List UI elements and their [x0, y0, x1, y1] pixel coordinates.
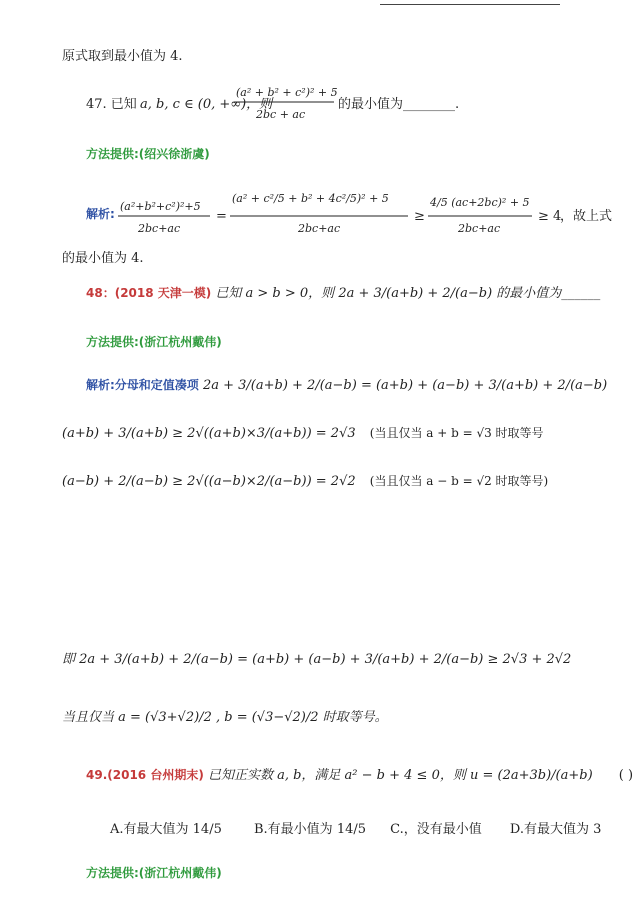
sol47-frac2-den: 2bc+ac — [298, 222, 341, 235]
q49-text: 已知正实数 a, b，满足 a² − b + 4 ≤ 0，则 u = (2a+3b)/(a+b) — [207, 768, 593, 783]
question-49 — [86, 764, 633, 783]
solution-48-note3: (当且仅当 a − b = √2 时取等号) — [369, 474, 549, 488]
q49-source: (2016 台州期末) — [107, 768, 204, 782]
solution-48-label: 解析:分母和定值凑项 — [86, 378, 199, 392]
solution-47-label: 解析: — [86, 207, 115, 221]
q48-text: 已知 a > b > 0，则 2a + 3/(a+b) + 2/(a−b) 的最小值为______ — [215, 286, 601, 301]
solution-48-expr4: 即 2a + 3/(a+b) + 2/(a−b) = (a+b) + (a−b) + 3/(a+b) + 2/(a−b) ≥ 2√3 + 2√2 — [62, 652, 572, 667]
solution-48-expr5: 当且仅当 a = (√3+√2)/2 , b = (√3−√2)/2 时取等号。 — [62, 710, 388, 725]
sol47-frac1-den: 2bc+ac — [138, 222, 181, 235]
sol47-frac1-num: (a²+b²+c²)²+5 — [120, 200, 201, 213]
sol47-frac3-num: 4/5 (ac+2bc)² + 5 — [430, 196, 530, 209]
solution-48-expr2: (a+b) + 3/(a+b) ≥ 2√((a+b)×3/(a+b)) = 2√3 — [62, 426, 356, 441]
q49-paren: ( ) — [618, 768, 634, 783]
solution-48-expr1: 2a + 3/(a+b) + 2/(a−b) = (a+b) + (a−b) + 3/(a+b) + 2/(a−b) — [202, 378, 608, 393]
solution-47-line2: 的最小值为 4. — [62, 251, 144, 266]
solution-48-line5 — [62, 706, 388, 725]
sol47-frac3-den: 2bc+ac — [458, 222, 501, 235]
q47-suffix: 的最小值为________. — [338, 97, 460, 112]
svg-text:=: = — [216, 209, 227, 224]
method-provider-3: 方法提供:(浙江杭州戴伟) — [86, 866, 222, 880]
question-48 — [86, 282, 600, 301]
q49-number: 49. — [86, 768, 108, 782]
q49-option-c: C.，没有最小值 — [390, 822, 482, 837]
q49-options — [110, 818, 601, 837]
solution-48-line2 — [62, 424, 544, 441]
solution-48-line4 — [62, 648, 571, 667]
question-47-formula — [86, 82, 466, 128]
q47-numerator: (a² + b² + c²)² + 5 — [236, 86, 338, 99]
sol47-frac2-num: (a² + c²/5 + b² + 4c²/5)² + 5 — [232, 192, 389, 205]
solution-47 — [86, 180, 613, 246]
q49-option-d: D.有最大值为 3 — [509, 822, 602, 837]
svg-text:≥ 4: ≥ 4 — [538, 209, 562, 224]
top-text: 原式取到最小值为 4. — [62, 49, 183, 64]
q48-number: 48： — [86, 286, 115, 300]
q49-option-a: A.有最大值为 14/5 — [110, 822, 222, 837]
svg-text:≥: ≥ — [414, 209, 425, 224]
solution-48-line1 — [86, 376, 607, 393]
q47-vars: a, b, c ∈ (0, +∞)，则 — [140, 97, 273, 112]
q47-denominator: 2bc + ac — [256, 108, 306, 121]
q49-option-b: B.有最小值为 14/5 — [254, 822, 367, 837]
q48-source: (2018 天津一模) — [114, 286, 212, 300]
solution-48-expr3: (a−b) + 2/(a−b) ≥ 2√((a−b)×2/(a−b)) = 2√2 — [62, 474, 356, 489]
q47-prefix: 47. 已知 — [86, 97, 137, 112]
sol47-suffix: ，故上式 — [560, 209, 613, 224]
solution-48-note2: (当且仅当 a + b = √3 时取等号 — [369, 426, 544, 440]
top-cropped-line — [380, 0, 560, 5]
solution-47-formula — [86, 180, 613, 242]
method-provider-1: 方法提供:(绍兴徐浙虞) — [86, 147, 210, 161]
question-47 — [86, 82, 466, 132]
method-provider-2: 方法提供:(浙江杭州戴伟) — [86, 335, 222, 349]
solution-48-line3 — [62, 472, 548, 489]
